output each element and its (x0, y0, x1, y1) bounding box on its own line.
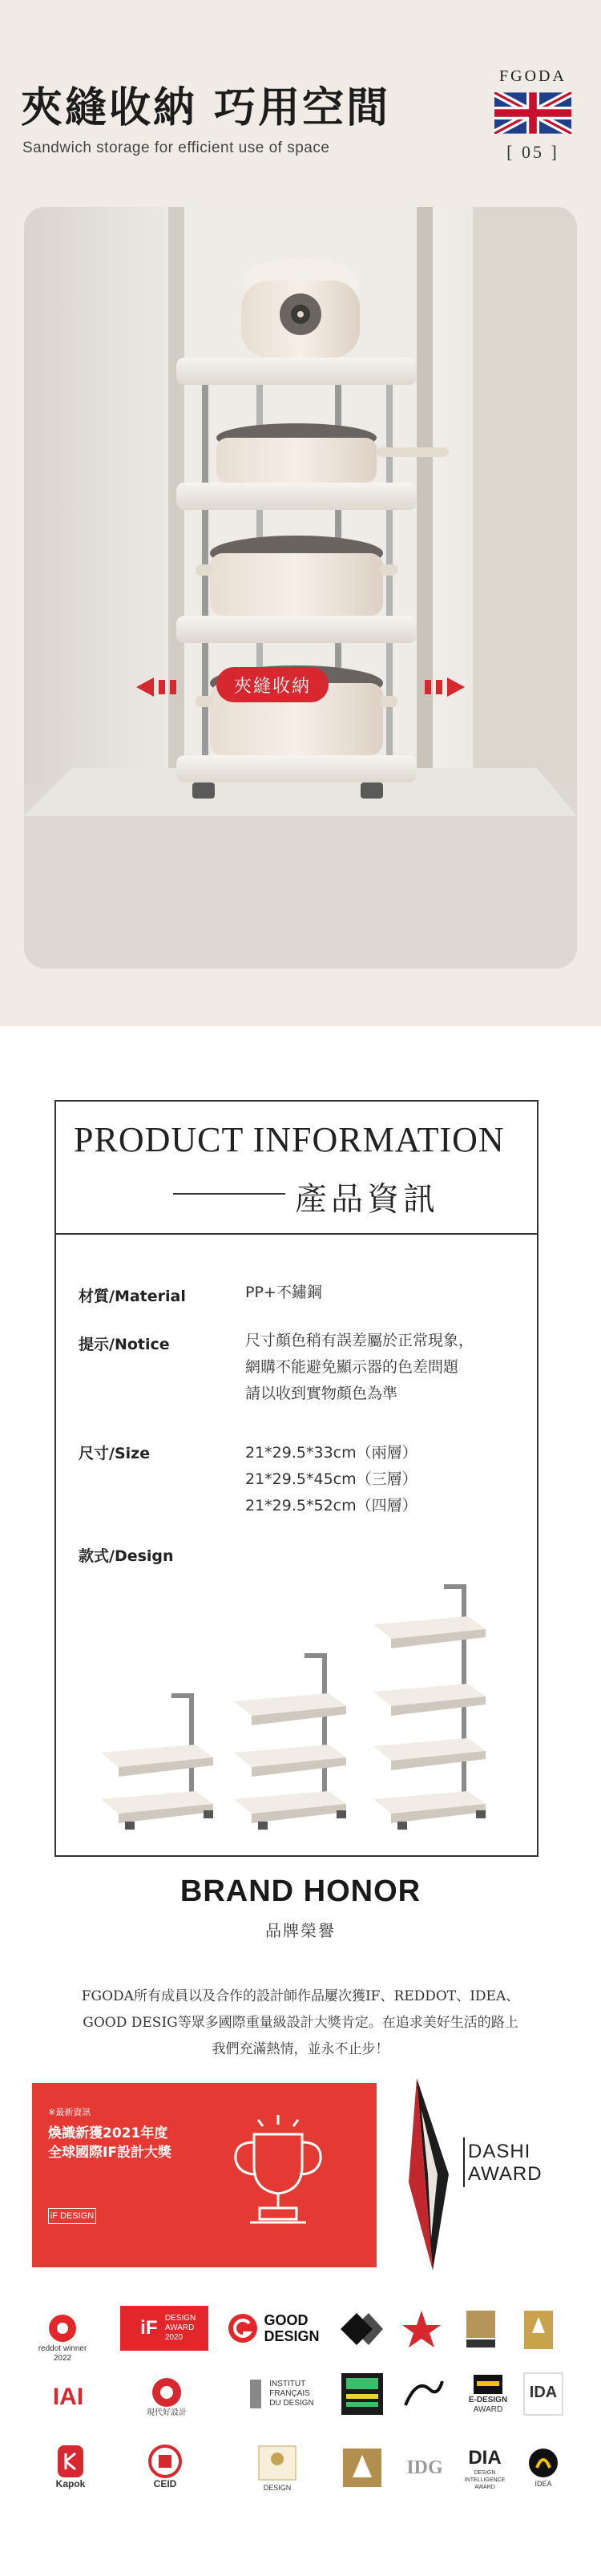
dashi-text: DASHI (468, 2141, 531, 2162)
dashi-award-logo (401, 2078, 577, 2271)
reddot-icon (46, 2312, 79, 2344)
news-tag: ※最新資訊 (48, 2107, 91, 2117)
size-line: 21*29.5*33cm（兩層） (245, 1444, 417, 1462)
hero-section (0, 0, 601, 1026)
material-label: 材質/Material (79, 1288, 186, 1305)
gold-award-badge-icon (521, 2309, 556, 2351)
institut-line: FRANÇAIS (269, 2389, 310, 2398)
svg-text:IDA: IDA (529, 2384, 558, 2401)
institut-mark-icon (247, 2378, 264, 2410)
notice-label: 提示/Notice (79, 1336, 170, 1353)
brand-honor-subtitle: 品牌榮譽 (265, 1921, 336, 1940)
green-award-badge-icon (340, 2372, 385, 2416)
page-number: [ 05 ] (506, 142, 559, 162)
kapok-icon (54, 2444, 87, 2479)
notice-line: 網購不能避免顯示器的色差問題 (245, 1358, 459, 1376)
idea-icon (527, 2447, 559, 2479)
if-text (165, 2314, 196, 2343)
if-badge: iF DESIGN (48, 2208, 96, 2224)
china-design-award-icon (401, 2373, 446, 2413)
award-headline-1: 煥識新獲2021年度 (48, 2125, 168, 2141)
edesign-text: E-DESIGN (468, 2396, 508, 2404)
idg-text: IDG (406, 2457, 443, 2478)
design-label: 款式/Design (79, 1547, 174, 1565)
dashi-mark-icon (401, 2078, 465, 2271)
size-line: 21*29.5*45cm（三層） (245, 1470, 417, 1488)
product-info-title-cn: 產品資訊 (295, 1181, 439, 1218)
rack-variants-illustration (93, 1567, 510, 1831)
if-text-line: AWARD (164, 2323, 195, 2332)
notice-line: 請以收到實物顏色為準 (245, 1385, 398, 1402)
modern-design-text: 現代好設計 (147, 2408, 187, 2417)
design-award-badge-icon (463, 2309, 498, 2351)
if-logo (120, 2306, 208, 2351)
golden-design-logo (245, 2442, 309, 2493)
institut-text (269, 2380, 314, 2408)
gold-square-award-icon (340, 2445, 385, 2490)
dia-subtext: DESIGN INTELLIGENCE AWARD (464, 2469, 506, 2490)
three-tier-rack (234, 1653, 346, 1830)
iai-logo (40, 2375, 96, 2420)
brand-honor-text-line: FGODA所有成員以及合作的設計師作品屢次獲IF、REDDOT、IDEA、 (81, 1988, 520, 2004)
uk-flag-icon (494, 92, 571, 134)
award-emblem-icon (337, 2309, 385, 2349)
idea-logo (519, 2444, 567, 2492)
hero-subtitle: Sandwich storage for efficient use of space (22, 140, 330, 156)
red-star-award-icon (399, 2307, 444, 2352)
good-design-line: DESIGN (264, 2328, 320, 2344)
hero-title: 夾縫收納 巧用空間 (21, 84, 391, 132)
notice-line: 尺寸顏色稍有誤差屬於正常現象， (245, 1332, 474, 1349)
award-headline-2: 全球國際IF設計大獎 (48, 2145, 171, 2161)
storage-rack-illustration (24, 207, 577, 969)
brand-block (489, 67, 577, 163)
edesign-logo (460, 2370, 516, 2418)
ceid-logo (133, 2434, 197, 2498)
ceid-text: CEID (153, 2478, 177, 2489)
institut-line: INSTITUT (269, 2380, 306, 2388)
gap-storage-label: 夾縫收納 (216, 667, 329, 702)
size-value (245, 1440, 417, 1519)
product-info-title-en: PRODUCT INFORMATION (74, 1120, 505, 1159)
institut-francais-logo (232, 2368, 329, 2420)
modern-design-logo (135, 2365, 199, 2429)
reddot-logo (30, 2309, 95, 2367)
ceid-icon (147, 2444, 183, 2479)
modern-design-icon (151, 2376, 183, 2408)
product-info-header (56, 1102, 537, 1235)
reddot-text: reddot winner 2022 (38, 2344, 87, 2363)
good-design-text (264, 2312, 319, 2344)
if-mark-icon: iF (140, 2317, 158, 2339)
brand-honor-title: BRAND HONOR (179, 1874, 422, 1908)
edesign-text: AWARD (473, 2405, 503, 2414)
good-design-g-icon (227, 2312, 259, 2344)
kapok-logo (38, 2434, 103, 2498)
four-tier-rack (373, 1584, 486, 1830)
idg-logo (401, 2445, 449, 2490)
product-info-box (54, 1100, 538, 1857)
brand-honor-text-line: GOOD DESIG等眾多國際重量級設計大獎肯定。在追求美好生活的路上 (83, 2015, 518, 2031)
brand-name: FGODA (499, 67, 567, 85)
ida-award-icon (521, 2370, 566, 2418)
dashi-divider (463, 2137, 465, 2187)
if-award-card (32, 2083, 377, 2267)
kapok-text: Kapok (55, 2478, 86, 2489)
dashi-text: AWARD (468, 2163, 543, 2185)
size-label: 尺寸/Size (79, 1445, 151, 1462)
dia-text: DIA (468, 2446, 502, 2469)
product-scene-image (24, 207, 577, 969)
good-design-line: GOOD (264, 2312, 309, 2328)
title-divider (173, 1193, 285, 1195)
material-value: PP+不鏽鋼 (245, 1284, 322, 1301)
golden-design-text: DESIGN (263, 2484, 292, 2492)
if-text-line: DESIGN (164, 2314, 196, 2323)
iai-text: IAI (52, 2384, 84, 2410)
trophy-icon (218, 2110, 338, 2238)
brand-honor-text-line: 我們充滿熱情，並永不止步！ (212, 2041, 389, 2057)
size-line: 21*29.5*52cm（四層） (245, 1497, 417, 1514)
two-tier-rack (101, 1693, 213, 1830)
if-text-line: 2020 (164, 2333, 184, 2342)
golden-design-icon (256, 2443, 299, 2483)
institut-line: DU DESIGN (269, 2399, 314, 2408)
dia-logo (457, 2441, 513, 2497)
edesign-icon (472, 2373, 504, 2396)
idea-text: IDEA (534, 2480, 552, 2488)
good-design-logo (221, 2306, 325, 2351)
notice-value (245, 1328, 474, 1407)
